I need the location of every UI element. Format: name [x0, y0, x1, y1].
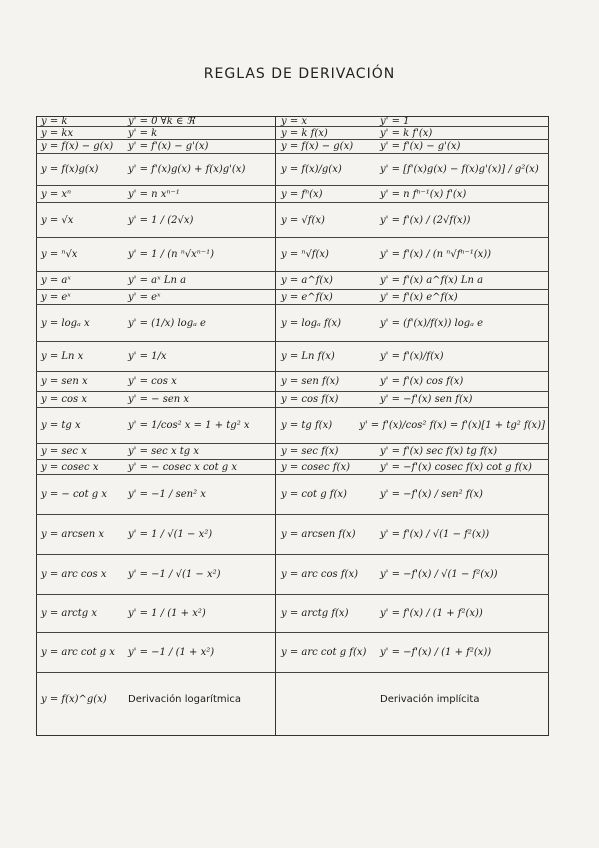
derivative-expr: y' = 1 / √(1 − x²) [128, 529, 213, 540]
rule-row-right [276, 140, 549, 154]
rule-row-left [36, 342, 275, 372]
function-expr: y = √x [41, 214, 74, 226]
function-expr: y = f(x)g(x) [41, 164, 99, 175]
rule-row-right [276, 305, 549, 342]
rule-row-left [36, 186, 275, 203]
derivative-expr: y' = aˣ Ln a [128, 275, 187, 286]
rule-row-right [276, 633, 549, 673]
function-expr: y = cot g f(x) [281, 489, 347, 500]
rule-row-right [276, 154, 549, 186]
function-expr: y = x [281, 115, 308, 127]
rule-row-left [36, 238, 275, 272]
rule-row-right [276, 408, 549, 444]
function-expr: y = arcsen f(x) [281, 529, 356, 540]
rule-row-right [276, 444, 549, 460]
function-expr: y = logₐ f(x) [281, 317, 342, 329]
derivative-expr: y' = f'(x) / √(1 − f²(x)) [380, 529, 490, 540]
function-expr: y = e^f(x) [281, 291, 333, 303]
derivative-expr: y' = 0 ∀k ∈ ℜ [128, 115, 195, 127]
function-expr: y = f(x) − g(x) [41, 141, 114, 152]
method-label: Derivación logarítmica [128, 694, 242, 705]
derivative-expr: y' = 1 / (2√x) [128, 214, 194, 226]
function-expr: y = sen f(x) [281, 376, 340, 387]
derivative-expr: y' = −1 / √(1 − x²) [128, 569, 221, 580]
function-expr: y = eˣ [41, 291, 71, 303]
function-expr: y = cosec x [41, 461, 99, 473]
function-expr: y = arc cot g f(x) [281, 647, 367, 658]
derivative-expr: y' = −1 / (1 + x²) [128, 647, 215, 658]
function-expr: y = tg f(x) [281, 420, 333, 431]
method-label: Derivación implícita [380, 694, 480, 705]
derivative-expr: y' = −f'(x) cosec f(x) cot g f(x) [380, 461, 532, 473]
function-expr: y = ⁿ√f(x) [281, 249, 329, 260]
rule-row-left [36, 475, 275, 515]
rule-row-right [276, 272, 549, 290]
derivative-expr: y' = sec x tg x [128, 446, 200, 457]
function-expr: y = arctg f(x) [281, 608, 349, 619]
derivative-expr: y' = f'(x)g(x) + f(x)g'(x) [128, 164, 246, 175]
rule-row-left [36, 290, 275, 305]
derivative-expr: y' = k f'(x) [380, 127, 433, 139]
function-expr: y = fⁿ(x) [281, 188, 323, 200]
rule-row-left [36, 595, 275, 633]
function-expr: y = cosec f(x) [281, 461, 350, 473]
function-expr: y = k [41, 115, 68, 127]
rule-row-left [36, 555, 275, 595]
function-expr: y = √f(x) [281, 214, 325, 226]
derivative-expr: y' = f'(x) / (n ⁿ√fⁿ⁻¹(x)) [380, 249, 492, 260]
derivative-expr: y' = −f'(x) / (1 + f²(x)) [380, 647, 492, 658]
derivative-expr: y' = 1/x [128, 351, 167, 362]
rule-row-left [36, 460, 275, 475]
derivative-expr: y' = k [128, 127, 158, 139]
derivative-expr: y' = −1 / sen² x [128, 489, 206, 500]
function-expr: y = sec f(x) [281, 446, 339, 457]
rule-row-right [276, 673, 549, 726]
derivative-expr: y' = f'(x)/f(x) [380, 351, 444, 362]
derivative-expr: y' = [f'(x)g(x) − f(x)g'(x)] / g²(x) [380, 164, 539, 175]
derivative-expr: y' = f'(x) a^f(x) Ln a [380, 275, 484, 286]
rule-row-right [276, 186, 549, 203]
rule-row-left [36, 633, 275, 673]
derivative-expr: y' = cos x [128, 376, 177, 387]
derivative-expr: y' = − cosec x cot g x [128, 461, 237, 473]
function-expr: y = arc cot g x [41, 647, 115, 658]
rule-row-left [36, 127, 275, 140]
rule-row-right [276, 116, 549, 127]
function-expr: y = f(x)^g(x) [41, 694, 107, 705]
derivative-expr: y' = 1 / (n ⁿ√xⁿ⁻¹) [128, 249, 215, 260]
rule-row-right [276, 372, 549, 392]
function-expr: y = Ln f(x) [281, 351, 335, 362]
rule-row-left [36, 372, 275, 392]
rule-row-right [276, 555, 549, 595]
rule-row-left [36, 272, 275, 290]
function-expr: y = arcsen x [41, 529, 105, 540]
rule-row-right [276, 290, 549, 305]
rule-row-right [276, 203, 549, 238]
function-expr: y = sen x [41, 376, 88, 387]
rule-row-right [276, 127, 549, 140]
derivative-expr: y' = −f'(x) / sen² f(x) [380, 489, 483, 500]
derivative-expr: y' = f'(x) / (2√f(x)) [380, 214, 471, 226]
function-expr: y = k f(x) [281, 127, 328, 139]
rule-row-left [36, 116, 275, 127]
derivative-expr: y' = (f'(x)/f(x)) logₐ e [380, 317, 483, 329]
derivative-expr: y' = f'(x) − g'(x) [380, 141, 461, 152]
function-expr: y = − cot g x [41, 489, 107, 500]
rule-row-left [36, 140, 275, 154]
function-expr: y = f(x) − g(x) [281, 141, 354, 152]
function-expr: y = xⁿ [41, 188, 72, 200]
derivative-expr: y' = 1 [380, 115, 410, 127]
derivative-expr: y' = n xⁿ⁻¹ [128, 188, 180, 200]
derivative-expr: y' = − sen x [128, 394, 190, 405]
derivative-expr: y' = −f'(x) sen f(x) [380, 394, 473, 405]
function-expr: y = ⁿ√x [41, 249, 78, 260]
derivative-expr: y' = (1/x) logₐ e [128, 317, 206, 329]
page-title: REGLAS DE DERIVACIÓN [203, 66, 396, 82]
function-expr: y = cos x [41, 394, 87, 405]
rule-row-left [36, 673, 275, 726]
rule-row-right [276, 238, 549, 272]
derivative-expr: y' = 1 / (1 + x²) [128, 608, 206, 619]
derivative-expr: y' = f'(x) / (1 + f²(x)) [380, 608, 483, 619]
rule-row-right [276, 342, 549, 372]
function-expr: y = logₐ x [41, 317, 90, 329]
derivative-expr: y' = f'(x) cos f(x) [380, 376, 464, 387]
rule-row-right [276, 595, 549, 633]
function-expr: y = arc cos x [41, 569, 107, 580]
function-expr: y = tg x [41, 420, 81, 431]
function-expr: y = a^f(x) [281, 275, 333, 286]
function-expr: y = arctg x [41, 608, 97, 619]
function-expr: y = sec x [41, 446, 87, 457]
rule-row-left [36, 305, 275, 342]
derivative-expr: y' = −f'(x) / √(1 − f²(x)) [380, 569, 498, 580]
rule-row-right [276, 475, 549, 515]
function-expr: y = Ln x [41, 351, 84, 362]
function-expr: y = kx [41, 127, 74, 139]
derivative-expr: y' = f'(x) e^f(x) [380, 291, 458, 303]
rule-row-right [276, 460, 549, 475]
derivative-expr: y' = n fⁿ⁻¹(x) f'(x) [380, 188, 467, 200]
rule-row-left [36, 408, 275, 444]
rule-row-right [276, 515, 549, 555]
derivative-expr: y' = f'(x)/cos² f(x) = f'(x)[1 + tg² f(x)] [359, 420, 545, 431]
rule-row-left [36, 154, 275, 186]
derivative-expr: y' = eˣ [128, 291, 161, 303]
function-expr: y = arc cos f(x) [281, 569, 358, 580]
derivative-expr: y' = f'(x) − g'(x) [128, 141, 209, 152]
rule-row-left [36, 444, 275, 460]
rule-row-right [276, 392, 549, 408]
derivative-expr: y' = 1/cos² x = 1 + tg² x [128, 420, 250, 431]
function-expr: y = cos f(x) [281, 394, 339, 405]
derivative-expr: y' = f'(x) sec f(x) tg f(x) [380, 446, 498, 457]
function-expr: y = aˣ [41, 275, 71, 286]
rule-row-left [36, 515, 275, 555]
rule-row-left [36, 392, 275, 408]
rule-row-left [36, 203, 275, 238]
function-expr: y = f(x)/g(x) [281, 164, 342, 175]
